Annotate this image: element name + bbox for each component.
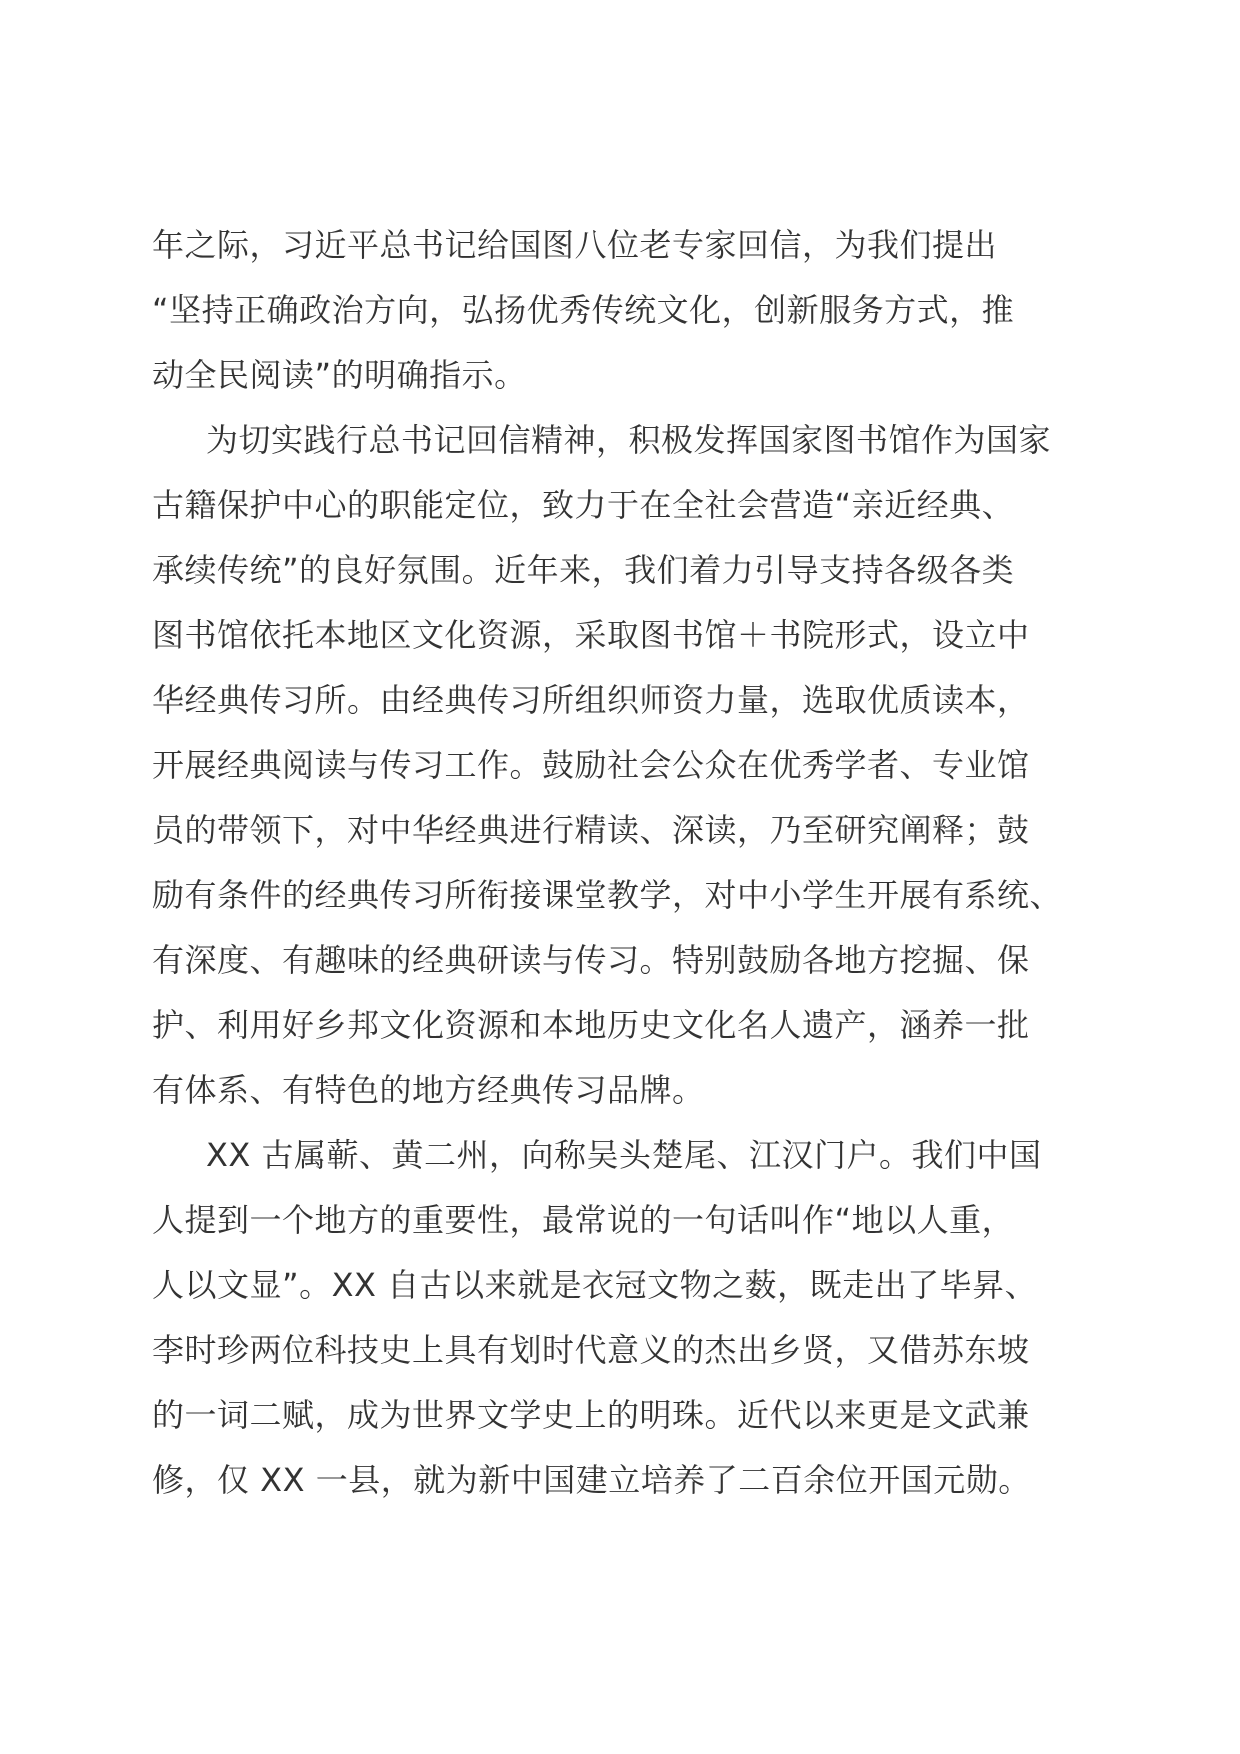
text-line: 承续传统”的良好氛围。近年来，我们着力引导支持各级各类: [152, 551, 1015, 589]
text-line: 年之际，习近平总书记给国图八位老专家回信，为我们提出: [152, 226, 998, 264]
paragraph: [152, 408, 1098, 1123]
paragraph: [152, 1123, 1098, 1513]
text-line: 有深度、有趣味的经典研读与传习。特别鼓励各地方挖掘、保: [152, 941, 1030, 979]
text-line: 护、利用好乡邦文化资源和本地历史文化名人遗产，涵养一批: [152, 1006, 1030, 1044]
paragraph: [152, 213, 1098, 408]
text-line: 动全民阅读”的明确指示。: [152, 356, 527, 394]
text-line: 人以文显”。XX 自古以来就是衣冠文物之薮，既走出了毕昇、: [152, 1266, 1038, 1304]
text-line: 为切实践行总书记回信精神，积极发挥国家图书馆作为国家: [206, 421, 1052, 459]
text-line: “坚持正确政治方向，弘扬优秀传统文化，创新服务方式，推: [152, 291, 1015, 329]
text-line: 图书馆依托本地区文化资源，采取图书馆＋书院形式，设立中: [152, 616, 1030, 654]
text-line: 华经典传习所。由经典传习所组织师资力量，选取优质读本，: [152, 681, 1030, 719]
text-line: 励有条件的经典传习所衔接课堂教学，对中小学生开展有系统、: [152, 876, 1063, 914]
text-line: 有体系、有特色的地方经典传习品牌。: [152, 1071, 705, 1109]
text-line: 李时珍两位科技史上具有划时代意义的杰出乡贤，又借苏东坡: [152, 1331, 1030, 1369]
text-line: XX 古属蕲、黄二州，向称吴头楚尾、江汉门户。我们中国: [206, 1136, 1042, 1174]
text-line: 开展经典阅读与传习工作。鼓励社会公众在优秀学者、专业馆: [152, 746, 1030, 784]
text-line: 员的带领下，对中华经典进行精读、深读，乃至研究阐释；鼓: [152, 811, 1030, 849]
text-line: 古籍保护中心的职能定位，致力于在全社会营造“亲近经典、: [152, 486, 1015, 524]
text-line: 的一词二赋，成为世界文学史上的明珠。近代以来更是文武兼: [152, 1396, 1030, 1434]
text-line: 修，仅 XX 一县，就为新中国建立培养了二百余位开国元勋。: [152, 1461, 1031, 1499]
text-line: 人提到一个地方的重要性，最常说的一句话叫作“地以人重，: [152, 1201, 1015, 1239]
document-body: [152, 213, 1098, 1513]
